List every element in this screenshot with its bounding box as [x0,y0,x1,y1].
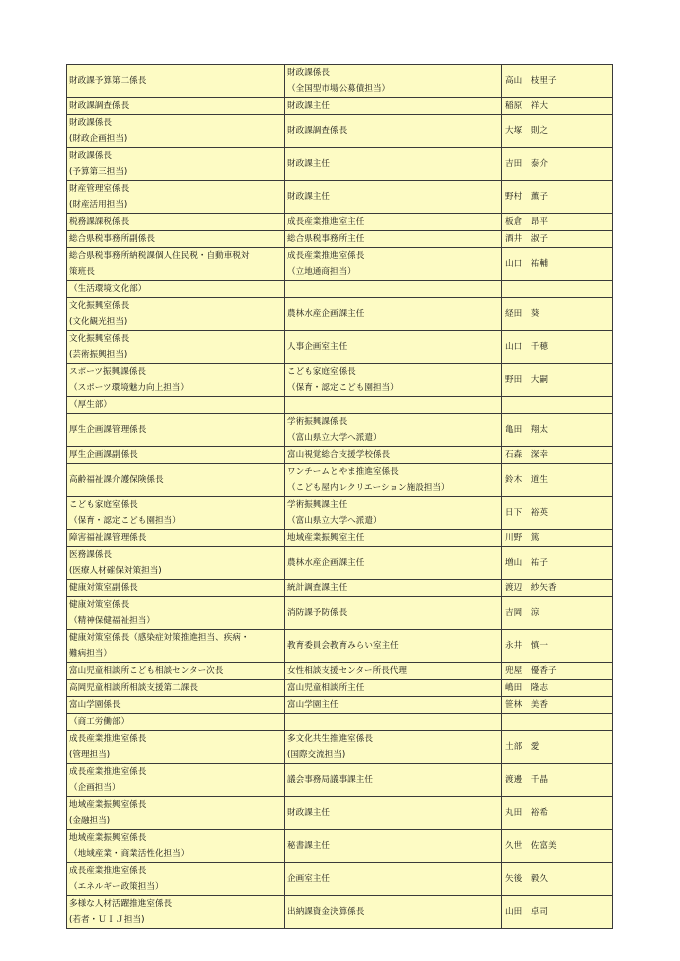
person-name-cell: 矢後 毅久 [502,863,613,896]
old-position-line: スポーツ振興課係長 [69,367,147,377]
old-position-line: (芸術振興担当) [69,350,128,360]
new-position-cell [285,630,502,663]
new-position-cell [285,181,502,214]
personnel-table [66,64,613,929]
old-position-line: (医療人材確保対策担当) [69,566,162,576]
new-position-cell [285,414,502,447]
table-row [67,298,613,331]
old-position-line: （エネルギー政策担当） [69,882,164,892]
old-position-line: (若者・ＵＩＪ担当) [69,915,145,925]
old-position-line: （厚生部） [69,400,112,410]
person-name-cell: 日下 裕英 [502,497,613,530]
table-row [67,447,613,464]
old-position-line: 健康対策室係長 [69,600,130,610]
old-position-cell [67,714,285,731]
table-row [67,680,613,697]
old-position-line: 高岡児童相談所相談支援第二課長 [69,683,198,693]
new-position-cell [285,797,502,830]
new-position-line: 富山学園主任 [287,700,339,710]
old-position-line: こども家庭室係長 [69,500,138,510]
new-position-line: （全国型市場公募債担当） [287,84,391,94]
new-position-cell [285,281,502,298]
old-position-line: （保育・認定こども園担当） [69,516,181,526]
person-name-cell: 永井 慎一 [502,630,613,663]
old-position-cell [67,281,285,298]
person-name-cell: 川野 篤 [502,530,613,547]
new-position-cell [285,731,502,764]
new-position-cell [285,464,502,497]
person-name-cell: 野村 薫子 [502,181,613,214]
old-position-line: 成長産業推進室係長 [69,767,147,777]
old-position-line: （商工労働部） [69,717,130,727]
old-position-cell [67,597,285,630]
table-row [67,731,613,764]
new-position-cell [285,231,502,248]
person-name-cell: 久世 佐富美 [502,830,613,863]
new-position-line: 学術振興課主任 [287,500,348,510]
person-name-cell: 酒井 淑子 [502,231,613,248]
new-position-cell [285,248,502,281]
table-row [67,231,613,248]
new-position-line: 成長産業推進室主任 [287,217,365,227]
old-position-line: 富山児童相談所こども相談センター次長 [69,666,224,676]
new-position-cell [285,65,502,98]
old-position-line: （スポーツ環境魅力向上担当） [69,383,189,393]
table-row [67,547,613,580]
old-position-line: 難病担当） [69,649,112,659]
person-name-cell: 丸田 裕希 [502,797,613,830]
old-position-line: 財政課調査係長 [69,101,130,111]
person-name-cell: 稲原 祥大 [502,98,613,115]
table-row [67,214,613,231]
new-position-cell [285,697,502,714]
old-position-cell [67,447,285,464]
person-name-cell: 吉田 泰介 [502,148,613,181]
old-position-line: 医務課係長 [69,550,112,560]
new-position-line: （保育・認定こども園担当） [287,383,399,393]
person-name-cell: 山口 祐輔 [502,248,613,281]
old-position-cell [67,764,285,797]
old-position-line: 策班長 [69,267,95,277]
person-name-cell: 土部 愛 [502,731,613,764]
new-position-line: ワンチームとやま推進室係長 [287,467,399,477]
table-row [67,797,613,830]
table-row [67,397,613,414]
person-name-cell: 渡邊 千晶 [502,764,613,797]
new-position-line: 多文化共生推進室係長 [287,734,373,744]
table-row [67,580,613,597]
person-name-cell: 渡辺 紗矢香 [502,580,613,597]
old-position-line: 成長産業推進室係長 [69,866,147,876]
new-position-line: （富山県立大学へ派遣） [287,516,382,526]
person-name-cell: 野田 大嗣 [502,364,613,397]
old-position-cell [67,630,285,663]
old-position-cell [67,680,285,697]
new-position-line: 秘書課主任 [287,841,330,851]
person-name-cell: 嶋田 隆志 [502,680,613,697]
old-position-line: 文化振興室係長 [69,301,130,311]
new-position-cell [285,397,502,414]
new-position-cell [285,764,502,797]
old-position-line: 健康対策室副係長 [69,583,138,593]
new-position-line: 統計調査課主任 [287,583,348,593]
new-position-line: 財政課主任 [287,159,330,169]
old-position-line: 財政課係長 [69,118,112,128]
new-position-line: 議会事務局議事課主任 [287,775,373,785]
old-position-cell [67,331,285,364]
old-position-cell [67,731,285,764]
new-position-line: 出納課資金決算係長 [287,907,365,917]
table-row [67,697,613,714]
person-name-cell: 山口 千穂 [502,331,613,364]
person-name-cell: 兜屋 優香子 [502,663,613,680]
old-position-cell [67,863,285,896]
person-name-cell: 山田 卓司 [502,896,613,929]
new-position-cell [285,364,502,397]
table-row [67,464,613,497]
old-position-cell [67,148,285,181]
table-row [67,896,613,929]
person-name-cell [502,281,613,298]
old-position-line: (管理担当) [69,750,111,760]
new-position-line: 富山視覚総合支援学校係長 [287,450,391,460]
new-position-cell [285,98,502,115]
new-position-line: 財政課主任 [287,808,330,818]
old-position-cell [67,464,285,497]
table-row [67,597,613,630]
old-position-cell [67,530,285,547]
table-row [67,830,613,863]
table-row [67,65,613,98]
new-position-cell [285,863,502,896]
person-name-cell: 大塚 則之 [502,115,613,148]
table-row [67,714,613,731]
old-position-line: 財産管理室係長 [69,184,130,194]
old-position-cell [67,397,285,414]
new-position-cell [285,680,502,697]
old-position-cell [67,830,285,863]
table-row [67,530,613,547]
new-position-cell [285,580,502,597]
table-row [67,148,613,181]
table-row [67,181,613,214]
old-position-cell [67,214,285,231]
old-position-cell [67,248,285,281]
person-name-cell: 経田 葵 [502,298,613,331]
old-position-line: 地域産業振興室係長 [69,800,147,810]
new-position-cell [285,497,502,530]
old-position-cell [67,697,285,714]
new-position-line: 農林水産企画課主任 [287,309,365,319]
new-position-line: 富山児童相談所主任 [287,683,365,693]
new-position-line: (国際交流担当) [287,750,346,760]
person-name-cell: 高山 枝里子 [502,65,613,98]
new-position-cell [285,830,502,863]
old-position-cell [67,580,285,597]
old-position-cell [67,896,285,929]
new-position-line: 女性相談支援センター所長代理 [287,666,407,676]
old-position-cell [67,364,285,397]
table-row [67,630,613,663]
table-row [67,497,613,530]
old-position-cell [67,797,285,830]
old-position-line: 健康対策室係長（感染症対策推進担当、疾病・ [69,633,250,643]
old-position-line: （企画担当） [69,783,121,793]
old-position-line: 財政課係長 [69,151,112,161]
old-position-line: （精神保健福祉担当） [69,616,155,626]
table-row [67,863,613,896]
new-position-line: 農林水産企画課主任 [287,558,365,568]
new-position-line: 企画室主任 [287,874,330,884]
old-position-line: 地域産業振興室係長 [69,833,147,843]
old-position-cell [67,497,285,530]
old-position-cell [67,115,285,148]
new-position-cell [285,896,502,929]
person-name-cell [502,397,613,414]
person-name-cell [502,714,613,731]
person-name-cell: 鈴木 道生 [502,464,613,497]
new-position-cell [285,214,502,231]
new-position-cell [285,298,502,331]
old-position-line: 成長産業推進室係長 [69,734,147,744]
old-position-line: （生活環境文化部） [69,284,147,294]
old-position-line: 障害福祉課管理係長 [69,533,147,543]
new-position-cell [285,663,502,680]
old-position-cell [67,298,285,331]
old-position-cell [67,663,285,680]
new-position-line: 学術振興課係長 [287,417,348,427]
new-position-line: 消防課予防係長 [287,608,348,618]
new-position-cell [285,148,502,181]
old-position-line: (財産活用担当) [69,200,128,210]
new-position-line: （こども屋内レクリエーション施設担当） [287,483,450,493]
person-name-cell: 増山 祐子 [502,547,613,580]
table-row [67,98,613,115]
new-position-cell [285,597,502,630]
new-position-cell [285,530,502,547]
old-position-line: （地域産業・商業活性化担当） [69,849,190,859]
person-name-cell: 石森 深幸 [502,447,613,464]
old-position-line: 総合県税事務所副係長 [69,234,155,244]
table-row [67,764,613,797]
new-position-line: 財政課調査係長 [287,126,348,136]
old-position-line: 財政課予算第二係長 [69,76,147,86]
new-position-line: 人事企画室主任 [287,342,348,352]
new-position-cell [285,115,502,148]
new-position-line: （富山県立大学へ派遣） [287,433,382,443]
table-row [67,115,613,148]
new-position-line: 財政課係長 [287,68,330,78]
old-position-cell [67,98,285,115]
old-position-line: 多様な人材活躍推進室係長 [69,899,173,909]
old-position-cell [67,181,285,214]
table-row [67,331,613,364]
person-name-cell: 板倉 昂平 [502,214,613,231]
new-position-cell [285,331,502,364]
old-position-cell [67,231,285,248]
table-row [67,281,613,298]
person-name-cell: 笹林 美香 [502,697,613,714]
person-name-cell: 吉岡 涼 [502,597,613,630]
table-row [67,248,613,281]
old-position-line: 総合県税事務所納税課個人住民税・自動車税対 [69,251,250,261]
old-position-cell [67,547,285,580]
old-position-line: (予算第三担当) [69,167,128,177]
old-position-line: 富山学園係長 [69,700,121,710]
new-position-line: 教育委員会教育みらい室主任 [287,641,399,651]
table-row [67,663,613,680]
old-position-line: (文化観光担当) [69,317,128,327]
old-position-cell [67,414,285,447]
new-position-line: 総合県税事務所主任 [287,234,365,244]
old-position-line: (金融担当) [69,816,111,826]
old-position-line: 厚生企画課管理係長 [69,425,147,435]
new-position-line: 財政課主任 [287,192,330,202]
new-position-line: 成長産業推進室係長 [287,251,365,261]
new-position-cell [285,447,502,464]
old-position-line: 高齢福祉課介護保険係長 [69,475,164,485]
old-position-cell [67,65,285,98]
old-position-line: 厚生企画課副係長 [69,450,138,460]
person-name-cell: 亀田 翔太 [502,414,613,447]
new-position-line: 地域産業振興室主任 [287,533,365,543]
table-row [67,364,613,397]
new-position-line: （立地通商担当） [287,267,356,277]
old-position-line: 税務課課税係長 [69,217,130,227]
new-position-cell [285,547,502,580]
personnel-table-body [67,65,613,929]
new-position-line: 財政課主任 [287,101,330,111]
old-position-line: 文化振興室係長 [69,334,130,344]
old-position-line: (財政企画担当) [69,134,128,144]
new-position-cell [285,714,502,731]
new-position-line: こども家庭室係長 [287,367,356,377]
table-row [67,414,613,447]
